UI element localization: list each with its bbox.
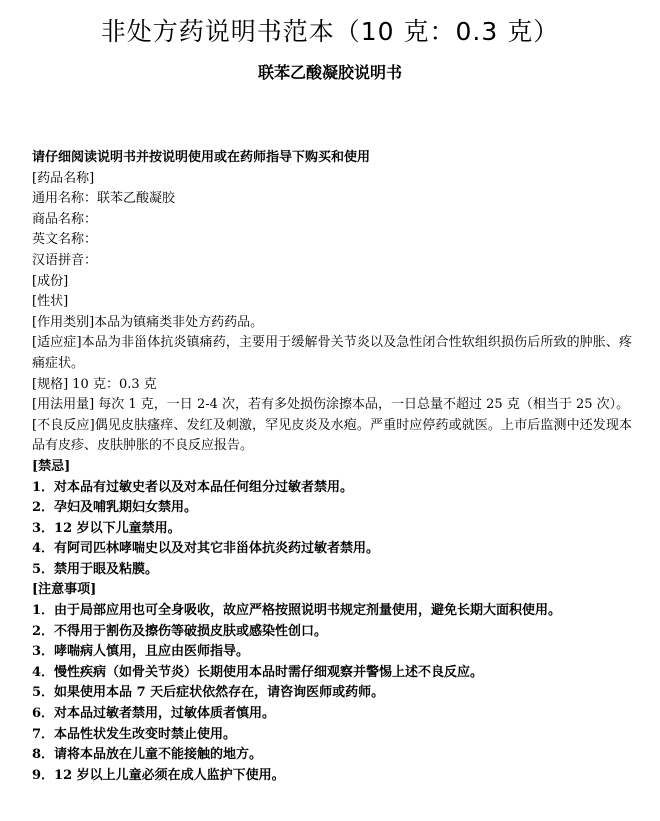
list-item-text: 12 岁以上儿童必须在成人监护下使用。 [54,767,285,783]
list-item-number: 6． [32,706,55,722]
list-item-text: 对本品过敏者禁用，过敏体质者慎用。 [54,706,276,722]
drug-name-heading: [药品名称] [32,170,95,186]
specification-section: [规格] 10 克：0.3 克 [32,376,157,392]
list-item [32,498,632,519]
list-item-text: 禁用于眼及粘膜。 [54,561,159,577]
list-item [32,766,632,787]
adverse-reactions-section: [不良反应]偶见皮肤瘙痒、发红及刺激，罕见皮炎及水疱。严重时应停药或就医。上市后监测中还发现本品有皮疹、皮肤肿胀的不良反应报告。 [32,417,632,454]
list-item [32,622,632,643]
list-item [32,642,632,663]
composition-heading: [成份] [32,273,69,289]
english-name: 英文名称： [32,232,98,248]
list-item [32,478,632,499]
list-item-number: 5． [32,685,55,701]
list-item [32,725,632,746]
generic-name: 通用名称：联苯乙酸凝胶 [32,191,176,207]
list-item-text: 请将本品放在儿童不能接触的地方。 [54,747,263,763]
list-item-number: 7． [32,726,55,742]
list-item-text: 孕妇及哺乳期妇女禁用。 [54,500,198,516]
list-item [32,601,632,622]
list-item-text: 慢性疾病（如骨关节炎）长期使用本品时需仔细观察并警惕上述不良反应。 [54,664,484,680]
list-item-text: 有阿司匹林哮喘史以及对其它非甾体抗炎药过敏者禁用。 [54,541,380,557]
list-item [32,519,632,540]
category-section: [作用类别]本品为镇痛类非处方药药品。 [32,314,264,330]
list-item-number: 8． [32,747,55,763]
pinyin-name: 汉语拼音： [32,252,98,268]
indications-section: [适应症]本品为非甾体抗炎镇痛药，主要用于缓解骨关节炎以及急性闭合性软组织损伤后所致的肿胀、疼痛症状。 [32,335,632,371]
dosage-section: [用法用量] 每次 1 克，一日 2-4 次，若有多处损伤涂擦本品，一日总量不超过 25 克（相当于 25 次）。 [32,397,630,413]
usage-notice: 请仔细阅读说明书并按说明使用或在药师指导下购买和使用 [32,150,371,165]
list-item-text: 12 岁以下儿童禁用。 [54,520,181,536]
list-item [32,663,632,684]
list-item-number: 3． [32,520,55,536]
list-item [32,683,632,704]
leaflet-body [32,148,632,786]
list-item-number: 3． [32,644,55,660]
list-item [32,745,632,766]
list-item-number: 1． [32,479,55,495]
trade-name: 商品名称： [32,211,98,227]
list-item-number: 4． [32,664,55,680]
list-item [32,560,632,581]
list-item-text: 对本品有过敏史者以及对本品任何组分过敏者禁用。 [54,479,354,495]
description-heading: [性状] [32,294,69,310]
list-item [32,704,632,725]
list-item-text: 如果使用本品 7 天后症状依然存在，请咨询医师或药师。 [54,685,385,701]
list-item-number: 1． [32,603,55,619]
list-item-text: 哮喘病人慎用，且应由医师指导。 [54,644,250,660]
precautions-heading: [注意事项] [32,582,97,598]
list-item-number: 5． [32,561,55,577]
list-item-text: 由于局部应用也可全身吸收，故应严格按照说明书规定剂量使用，避免长期大面积使用。 [54,603,562,619]
list-item-number: 4． [32,541,55,557]
list-item-text: 不得用于割伤及擦伤等破损皮肤或感染性创口。 [54,623,328,639]
contraindications-heading: [禁忌] [32,458,71,474]
document-title: 非处方药说明书范本（10 克：0.3 克） [100,17,560,46]
list-item-number: 2． [32,500,55,516]
list-item [32,539,632,560]
list-item-number: 9． [32,767,55,783]
list-item-text: 本品性状发生改变时禁止使用。 [54,726,237,742]
list-item-number: 2． [32,623,55,639]
document-subtitle: 联苯乙酸凝胶说明书 [257,63,402,82]
